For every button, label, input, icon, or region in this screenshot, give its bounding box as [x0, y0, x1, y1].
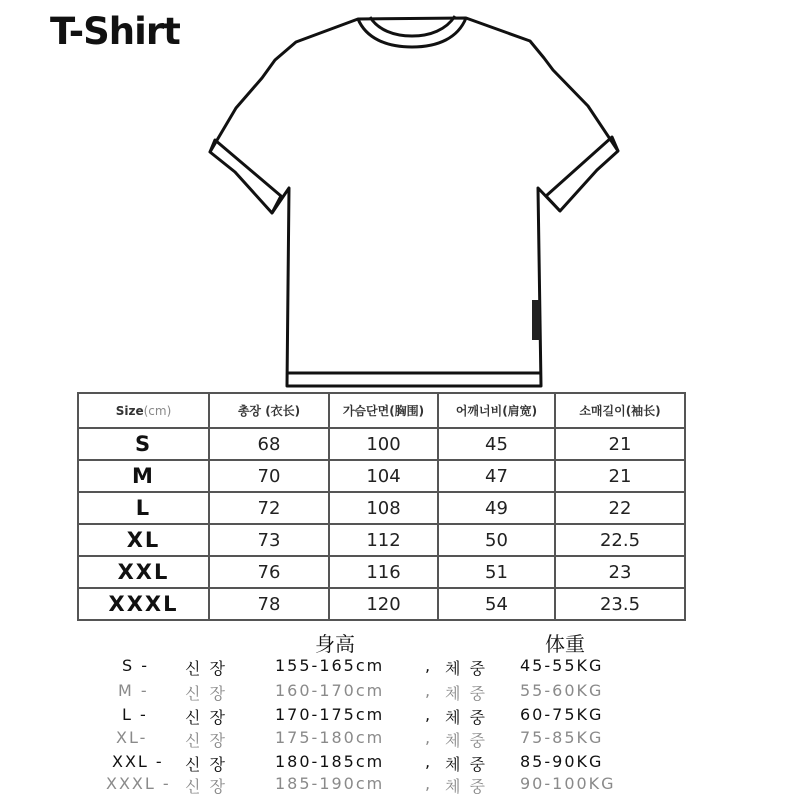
size-cell: L — [78, 492, 209, 524]
guide-row — [0, 728, 800, 751]
chest-cell: 120 — [329, 588, 438, 620]
header-length: 총장 (衣长) — [209, 393, 329, 428]
table-row — [78, 460, 685, 492]
guide-weight-label: 체 중 — [445, 755, 487, 774]
size-cell: XXXL — [78, 588, 209, 620]
height-heading: 身高 — [315, 632, 355, 656]
shoulder-cell: 51 — [438, 556, 555, 588]
chest-cell: 112 — [329, 524, 438, 556]
guide-row — [0, 656, 800, 679]
guide-row — [0, 705, 800, 728]
size-cell: XXL — [78, 556, 209, 588]
sleeve-cell: 23.5 — [555, 588, 685, 620]
sleeve-cell: 21 — [555, 428, 685, 460]
guide-weight-label: 체 중 — [445, 684, 487, 703]
guide-separator: , — [425, 656, 433, 675]
guide-weight-label: 체 중 — [445, 659, 487, 678]
shoulder-cell: 47 — [438, 460, 555, 492]
length-cell: 72 — [209, 492, 329, 524]
guide-weight: 60-75KG — [520, 705, 604, 724]
guide-height-label: 신 장 — [185, 659, 227, 678]
guide-height-label: 신 장 — [185, 777, 227, 796]
guide-height: 180-185cm — [275, 752, 385, 771]
guide-size: S - — [122, 656, 150, 675]
guide-weight-label: 체 중 — [445, 731, 487, 750]
guide-separator: , — [425, 752, 433, 771]
page-title: T-Shirt — [50, 10, 180, 53]
guide-height: 155-165cm — [275, 656, 385, 675]
length-cell: 70 — [209, 460, 329, 492]
guide-height: 160-170cm — [275, 681, 385, 700]
guide-weight-label: 체 중 — [445, 777, 487, 796]
guide-height: 185-190cm — [275, 774, 385, 793]
guide-height: 170-175cm — [275, 705, 385, 724]
chest-cell: 108 — [329, 492, 438, 524]
guide-weight: 90-100KG — [520, 774, 616, 793]
guide-separator: , — [425, 681, 433, 700]
length-cell: 68 — [209, 428, 329, 460]
header-shoulder: 어깨너비(肩宽) — [438, 393, 555, 428]
size-cell: XL — [78, 524, 209, 556]
shoulder-cell: 45 — [438, 428, 555, 460]
guide-row — [0, 774, 800, 797]
guide-separator: , — [425, 705, 433, 724]
length-cell: 78 — [209, 588, 329, 620]
length-cell: 76 — [209, 556, 329, 588]
shoulder-cell: 50 — [438, 524, 555, 556]
table-row — [78, 524, 685, 556]
guide-separator: , — [425, 728, 433, 747]
table-row — [78, 428, 685, 460]
guide-size: XXXL - — [106, 774, 171, 793]
guide-weight: 85-90KG — [520, 752, 604, 771]
guide-weight: 75-85KG — [520, 728, 604, 747]
guide-weight-label: 체 중 — [445, 708, 487, 727]
guide-height-label: 신 장 — [185, 755, 227, 774]
table-row — [78, 492, 685, 524]
chest-cell: 104 — [329, 460, 438, 492]
guide-size: L - — [122, 705, 148, 724]
chest-cell: 116 — [329, 556, 438, 588]
size-cell: S — [78, 428, 209, 460]
guide-size: XXL - — [112, 752, 164, 771]
chest-cell: 100 — [329, 428, 438, 460]
header-sleeve: 소매길이(袖长) — [555, 393, 685, 428]
guide-height-label: 신 장 — [185, 708, 227, 727]
size-cell: M — [78, 460, 209, 492]
length-cell: 73 — [209, 524, 329, 556]
header-chest: 가슴단면(胸围) — [329, 393, 438, 428]
weight-heading: 体重 — [545, 632, 585, 656]
shoulder-cell: 49 — [438, 492, 555, 524]
guide-size: XL- — [116, 728, 148, 747]
guide-weight: 45-55KG — [520, 656, 604, 675]
guide-separator: , — [425, 774, 433, 793]
table-row — [78, 588, 685, 620]
header-size: Size(cm) — [78, 393, 209, 428]
sleeve-cell: 21 — [555, 460, 685, 492]
guide-size: M - — [118, 681, 149, 700]
size-chart-table — [77, 392, 686, 621]
table-row — [78, 556, 685, 588]
guide-weight: 55-60KG — [520, 681, 604, 700]
sleeve-cell: 23 — [555, 556, 685, 588]
guide-height-label: 신 장 — [185, 684, 227, 703]
label-tag — [532, 300, 540, 340]
sleeve-cell: 22.5 — [555, 524, 685, 556]
guide-row — [0, 681, 800, 704]
shoulder-cell: 54 — [438, 588, 555, 620]
sleeve-cell: 22 — [555, 492, 685, 524]
guide-height-label: 신 장 — [185, 731, 227, 750]
table-header-row — [78, 393, 685, 428]
guide-row — [0, 752, 800, 775]
guide-height: 175-180cm — [275, 728, 385, 747]
